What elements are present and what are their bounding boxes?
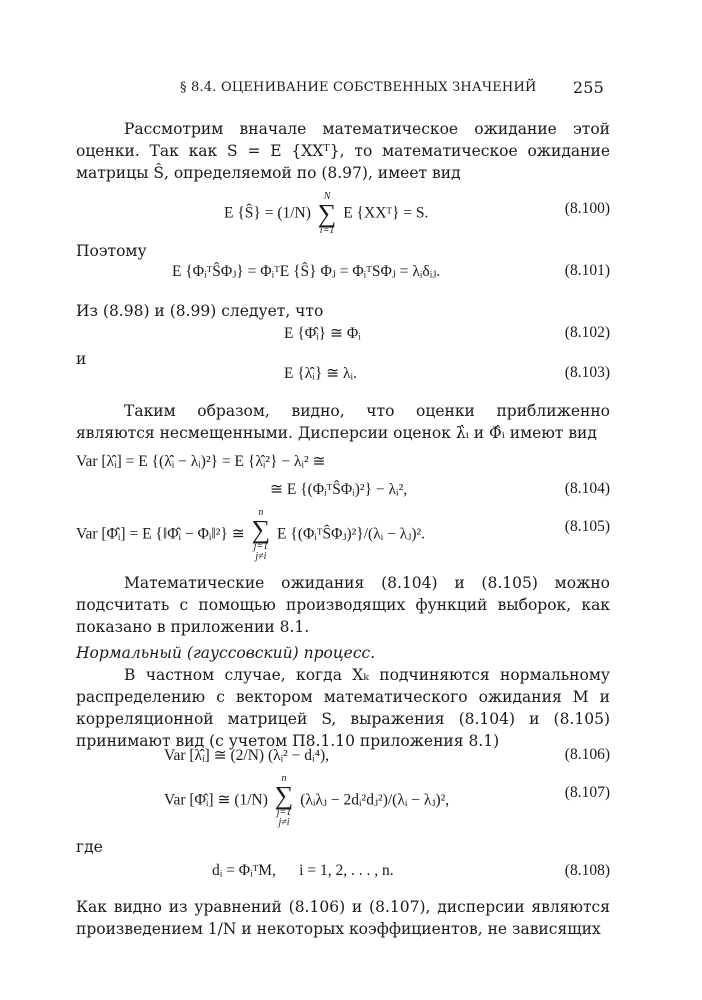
sum-symbol	[318, 192, 337, 236]
equation-lhs: E {Ŝ} = (1/N)	[224, 204, 311, 222]
equation-body: E {λ̂ᵢ} ≅ λᵢ.	[284, 365, 357, 382]
equation-number: (8.103)	[564, 364, 610, 381]
equation-body: dᵢ = ΦᵢᵀM, i = 1, 2, . . . , n.	[212, 862, 394, 879]
equation-8-108	[76, 862, 610, 892]
page-number: 255	[572, 78, 604, 97]
equation-number: (8.107)	[564, 784, 610, 801]
equation-8-104-line1	[76, 452, 610, 482]
equation-body: E {Φ̂ᵢ} ≅ Φᵢ	[284, 325, 361, 342]
equation-8-105	[76, 507, 610, 562]
equation-8-106	[76, 746, 610, 776]
sigma-glyph: ∑	[274, 781, 294, 810]
equation-number: (8.106)	[564, 746, 610, 763]
sum-upper-limit: N	[323, 191, 331, 202]
equation-8-104-line2	[76, 480, 610, 510]
equation-number: (8.105)	[564, 518, 610, 535]
sigma-glyph: ∑	[251, 515, 271, 544]
paragraph-and: и	[76, 350, 87, 368]
subsection-heading: Нормальный (гауссовский) процесс.	[76, 644, 376, 662]
paragraph-normal-case: В частном случае, когда Xₖ подчиняются нормальному распределению с вектором математического ожидания M и корреляционной матрицей S, выражения (8.104) и (8.105) принимают вид (с учетом П8.1.10 приложения 8.1)	[76, 666, 610, 750]
equation-8-101	[76, 262, 610, 292]
sum-upper-limit: n	[258, 507, 264, 518]
paragraph-conclusion: Как видно из уравнений (8.106) и (8.107), дисперсии являются произведением 1/N и некоторых коэффициентов, не зависящих	[76, 898, 610, 938]
equation-number: (8.104)	[564, 480, 610, 497]
section-title: § 8.4. ОЦЕНИВАНИЕ СОБСТВЕННЫХ ЗНАЧЕНИЙ	[180, 80, 537, 95]
equation-body: E {ΦᵢᵀŜΦⱼ} = ΦᵢᵀE {Ŝ} Φⱼ = ΦᵢᵀSΦⱼ = λᵢδᵢⱼ.	[172, 263, 441, 280]
sum-lower-limit: j=1	[276, 807, 292, 818]
equation-body: Var [λ̂ᵢ] ≅ (2/N) (λᵢ² − dᵢ⁴),	[164, 747, 330, 764]
equation-8-107	[76, 773, 610, 828]
sigma-glyph: ∑	[317, 199, 337, 228]
paragraph-intro: Рассмотрим вначале математическое ожидание этой оценки. Так как S = E {XXᵀ}, то математическое ожидание матрицы Ŝ, определяемой по (8.97), имеет вид	[76, 120, 610, 182]
paragraph-unbiased: Таким образом, видно, что оценки приближенно являются несмещенными. Дисперсии оценок λ̂ᵢ и Φ̂ᵢ имеют вид	[76, 402, 610, 442]
equation-number: (8.102)	[564, 324, 610, 341]
equation-lhs: Var [Φ̂ᵢ] = E {‖Φ̂ᵢ − Φᵢ‖²} ≅	[76, 525, 245, 543]
sum-symbol	[275, 774, 294, 828]
equation-number: (8.101)	[564, 262, 610, 279]
sum-lower-limit: i=1	[319, 225, 335, 236]
paragraph-follows: Из (8.98) и (8.99) следует, что	[76, 302, 324, 320]
equation-body: Var [λ̂ᵢ] = E {(λ̂ᵢ − λᵢ)²} = E {λ̂ᵢ²} − λᵢ² ≅	[76, 453, 326, 470]
sum-lower-limit: j=1	[253, 541, 269, 552]
paragraph-expectations: Математические ожидания (8.104) и (8.105) можно подсчитать с помощью производящих функций выборок, как показано в приложении 8.1.	[76, 574, 610, 636]
equation-body: ≅ E {(ΦᵢᵀŜΦᵢ)²} − λᵢ²,	[270, 481, 408, 498]
sum-upper-limit: n	[281, 773, 287, 784]
sum-symbol	[252, 508, 271, 562]
equation-rhs: E {XXᵀ} = S.	[343, 204, 429, 222]
sum-lower-condition: j≠i	[255, 551, 267, 562]
equation-8-100	[76, 191, 610, 236]
equation-number: (8.100)	[564, 200, 610, 217]
sum-lower-condition: j≠i	[278, 817, 290, 828]
equation-8-103	[76, 364, 610, 394]
equation-rhs: (λᵢλⱼ − 2dᵢ²dⱼ²)/(λᵢ − λⱼ)²,	[300, 791, 450, 809]
paragraph-therefore: Поэтому	[76, 242, 147, 260]
paragraph-where: где	[76, 838, 103, 856]
equation-lhs: Var [Φ̂ᵢ] ≅ (1/N)	[164, 791, 268, 809]
equation-rhs: E {(ΦᵢᵀŜΦⱼ)²}/(λᵢ − λⱼ)².	[277, 525, 426, 543]
equation-number: (8.108)	[564, 862, 610, 879]
